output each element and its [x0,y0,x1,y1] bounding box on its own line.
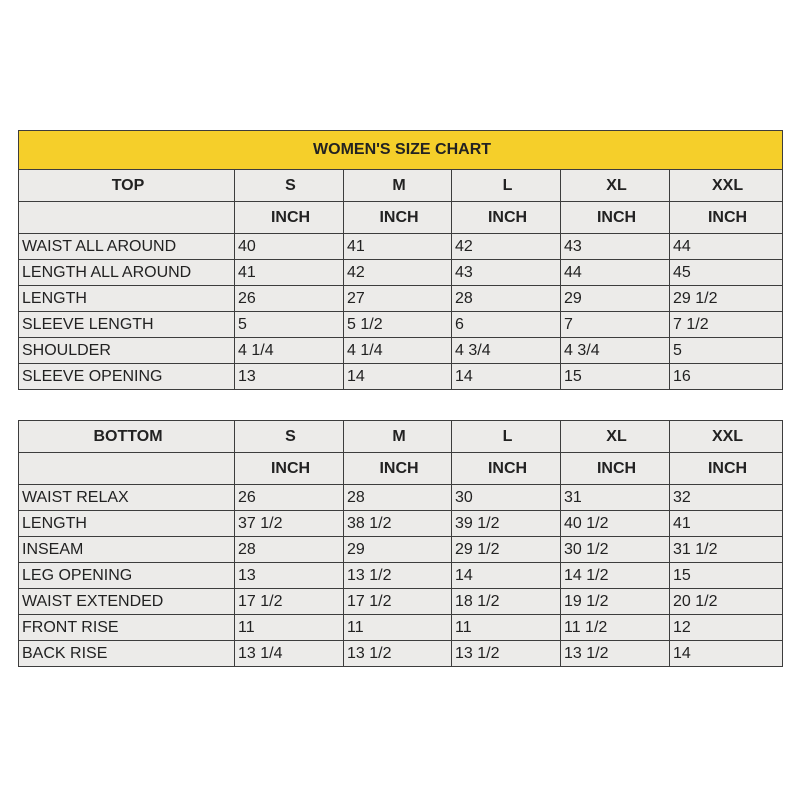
measurement-value: 39 1/2 [452,511,561,537]
unit-label: INCH [561,202,670,234]
size-header-l: L [452,170,561,202]
measurement-value: 28 [452,286,561,312]
unit-row [19,202,783,234]
measurement-value: 6 [452,312,561,338]
measurement-value: 32 [670,485,783,511]
measurement-value: 16 [670,364,783,390]
measurement-label: SLEEVE OPENING [19,364,235,390]
measurement-label: WAIST ALL AROUND [19,234,235,260]
table-row [19,511,783,537]
measurement-value: 27 [344,286,452,312]
measurement-value: 13 [235,563,344,589]
unit-label: INCH [670,202,783,234]
measurement-label: INSEAM [19,537,235,563]
unit-row [19,453,783,485]
measurement-value: 40 1/2 [561,511,670,537]
chart-title: WOMEN'S SIZE CHART [19,131,783,170]
measurement-value: 29 1/2 [670,286,783,312]
table-row [19,615,783,641]
unit-row-blank [19,453,235,485]
measurement-value: 13 1/2 [452,641,561,667]
table-row [19,537,783,563]
size-header-m: M [344,170,452,202]
bottom-table-body [19,421,783,667]
table-row [19,338,783,364]
measurement-value: 30 [452,485,561,511]
unit-label: INCH [344,453,452,485]
unit-label: INCH [235,202,344,234]
measurement-value: 11 [452,615,561,641]
top-table-body [19,131,783,390]
measurement-value: 26 [235,286,344,312]
measurement-value: 13 1/4 [235,641,344,667]
measurement-value: 37 1/2 [235,511,344,537]
table-row [19,641,783,667]
measurement-value: 43 [452,260,561,286]
measurement-value: 14 [452,563,561,589]
size-header-s: S [235,170,344,202]
measurement-label: LENGTH [19,286,235,312]
unit-label: INCH [452,453,561,485]
table-row [19,364,783,390]
measurement-value: 19 1/2 [561,589,670,615]
bottom-size-table [18,420,783,667]
measurement-value: 29 1/2 [452,537,561,563]
size-header-m: M [344,421,452,453]
unit-label: INCH [235,453,344,485]
measurement-value: 11 1/2 [561,615,670,641]
measurement-label: WAIST EXTENDED [19,589,235,615]
unit-label: INCH [344,202,452,234]
table-row [19,234,783,260]
top-category-label: TOP [19,170,235,202]
size-header-xl: XL [561,170,670,202]
table-row [19,563,783,589]
measurement-value: 30 1/2 [561,537,670,563]
measurement-value: 5 [235,312,344,338]
measurement-label: LENGTH [19,511,235,537]
measurement-value: 28 [235,537,344,563]
measurement-value: 15 [561,364,670,390]
unit-row-blank [19,202,235,234]
measurement-value: 26 [235,485,344,511]
measurement-value: 43 [561,234,670,260]
measurement-value: 41 [670,511,783,537]
measurement-value: 20 1/2 [670,589,783,615]
measurement-label: SLEEVE LENGTH [19,312,235,338]
measurement-value: 17 1/2 [344,589,452,615]
measurement-value: 44 [561,260,670,286]
measurement-value: 13 [235,364,344,390]
measurement-value: 15 [670,563,783,589]
measurement-value: 13 1/2 [344,563,452,589]
size-header-s: S [235,421,344,453]
measurement-label: BACK RISE [19,641,235,667]
measurement-value: 5 1/2 [344,312,452,338]
measurement-value: 45 [670,260,783,286]
measurement-label: LENGTH ALL AROUND [19,260,235,286]
measurement-value: 4 1/4 [344,338,452,364]
measurement-value: 12 [670,615,783,641]
measurement-value: 13 1/2 [344,641,452,667]
measurement-value: 14 1/2 [561,563,670,589]
measurement-value: 18 1/2 [452,589,561,615]
measurement-value: 14 [452,364,561,390]
table-row [19,312,783,338]
measurement-value: 5 [670,338,783,364]
measurement-value: 29 [344,537,452,563]
measurement-value: 14 [670,641,783,667]
measurement-value: 4 1/4 [235,338,344,364]
measurement-value: 4 3/4 [561,338,670,364]
measurement-value: 31 1/2 [670,537,783,563]
measurement-value: 7 [561,312,670,338]
measurement-value: 42 [452,234,561,260]
size-header-row [19,421,783,453]
measurement-value: 44 [670,234,783,260]
unit-label: INCH [670,453,783,485]
measurement-value: 7 1/2 [670,312,783,338]
measurement-value: 4 3/4 [452,338,561,364]
measurement-value: 42 [344,260,452,286]
size-header-l: L [452,421,561,453]
table-row [19,286,783,312]
measurement-label: LEG OPENING [19,563,235,589]
table-row [19,485,783,511]
title-row [19,131,783,170]
measurement-value: 14 [344,364,452,390]
measurement-label: FRONT RISE [19,615,235,641]
bottom-category-label: BOTTOM [19,421,235,453]
size-header-xxl: XXL [670,170,783,202]
measurement-value: 11 [344,615,452,641]
size-header-row [19,170,783,202]
unit-label: INCH [561,453,670,485]
measurement-value: 38 1/2 [344,511,452,537]
measurement-value: 28 [344,485,452,511]
measurement-value: 31 [561,485,670,511]
measurement-value: 17 1/2 [235,589,344,615]
measurement-value: 41 [344,234,452,260]
size-header-xxl: XXL [670,421,783,453]
measurement-value: 11 [235,615,344,641]
measurement-value: 13 1/2 [561,641,670,667]
table-row [19,589,783,615]
measurement-value: 29 [561,286,670,312]
table-row [19,260,783,286]
size-header-xl: XL [561,421,670,453]
unit-label: INCH [452,202,561,234]
measurement-label: SHOULDER [19,338,235,364]
measurement-label: WAIST RELAX [19,485,235,511]
measurement-value: 41 [235,260,344,286]
top-size-table [18,130,783,390]
measurement-value: 40 [235,234,344,260]
